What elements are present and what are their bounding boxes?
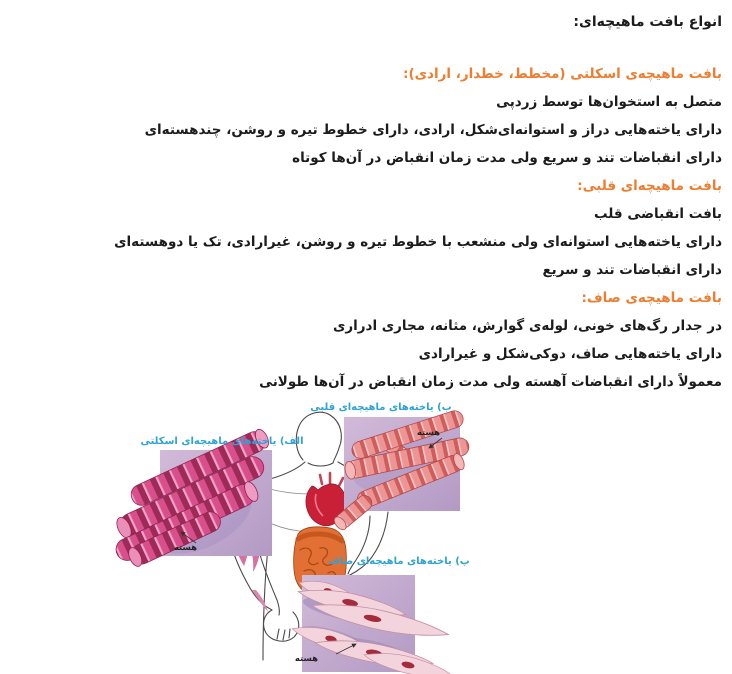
text-block <box>4 8 722 396</box>
section-heading-skeletal: بافت ماهیچه‌ی اسکلتی (مخطط، خطدار، ارادی): <box>403 66 722 82</box>
cardiac-nucleus-label: هسته <box>416 428 440 438</box>
cardiac-muscle-label: ب) یاخته‌های ماهیچه‌ای قلبی <box>310 402 452 413</box>
smooth-muscle-panel <box>290 575 454 674</box>
muscle-tissue-figure <box>0 398 732 674</box>
doc-line: دارای یاخته‌هایی استوانه‌ای ولی منشعب با خطوط تیره و روشن، غیرارادی، تک یا دوهسته‌ای <box>114 234 722 250</box>
skeletal-muscle-label: الف) یاخته‌های ماهیچه‌ای اسکلتی <box>140 436 304 447</box>
doc-line: در جدار رگ‌های خونی، لوله‌ی گوارش، مثانه، مجاری ادراری <box>332 318 722 334</box>
smooth-nucleus-label: هسته <box>294 654 318 664</box>
cardiac-muscle-panel <box>332 409 471 532</box>
section-heading-smooth: بافت ماهیچه‌ی صاف: <box>581 290 722 306</box>
doc-line: متصل به استخوان‌ها توسط زردپی <box>496 94 722 110</box>
section-heading-cardiac: بافت ماهیچه‌ای قلبی: <box>577 178 722 194</box>
doc-line: دارای انقباضات تند و سریع ولی مدت زمان انقباض در آن‌ها کوتاه <box>292 150 722 166</box>
page-title: انواع بافت ماهیچه‌ای: <box>573 14 722 30</box>
doc-line: بافت انقباضی قلب <box>593 206 722 222</box>
doc-line: معمولاً دارای انقباضات آهسته ولی مدت زمان انقباض در آن‌ها طولانی <box>259 374 722 390</box>
smooth-muscle-label: پ) یاخته‌های ماهیچه‌ای صاف <box>328 556 470 567</box>
skeletal-muscle-panel <box>112 427 272 569</box>
doc-line: دارای یاخته‌هایی صاف، دوکی‌شکل و غیرارادی <box>418 346 722 362</box>
skeletal-nucleus-label: هسته <box>173 543 197 553</box>
doc-line: دارای یاخته‌هایی دراز و استوانه‌ای‌شکل، ارادی، دارای خطوط تیره و روشن، چندهسته‌ای <box>144 122 722 138</box>
doc-line: دارای انقباضات تند و سریع <box>542 262 722 278</box>
paragraph-spacer <box>4 36 722 60</box>
